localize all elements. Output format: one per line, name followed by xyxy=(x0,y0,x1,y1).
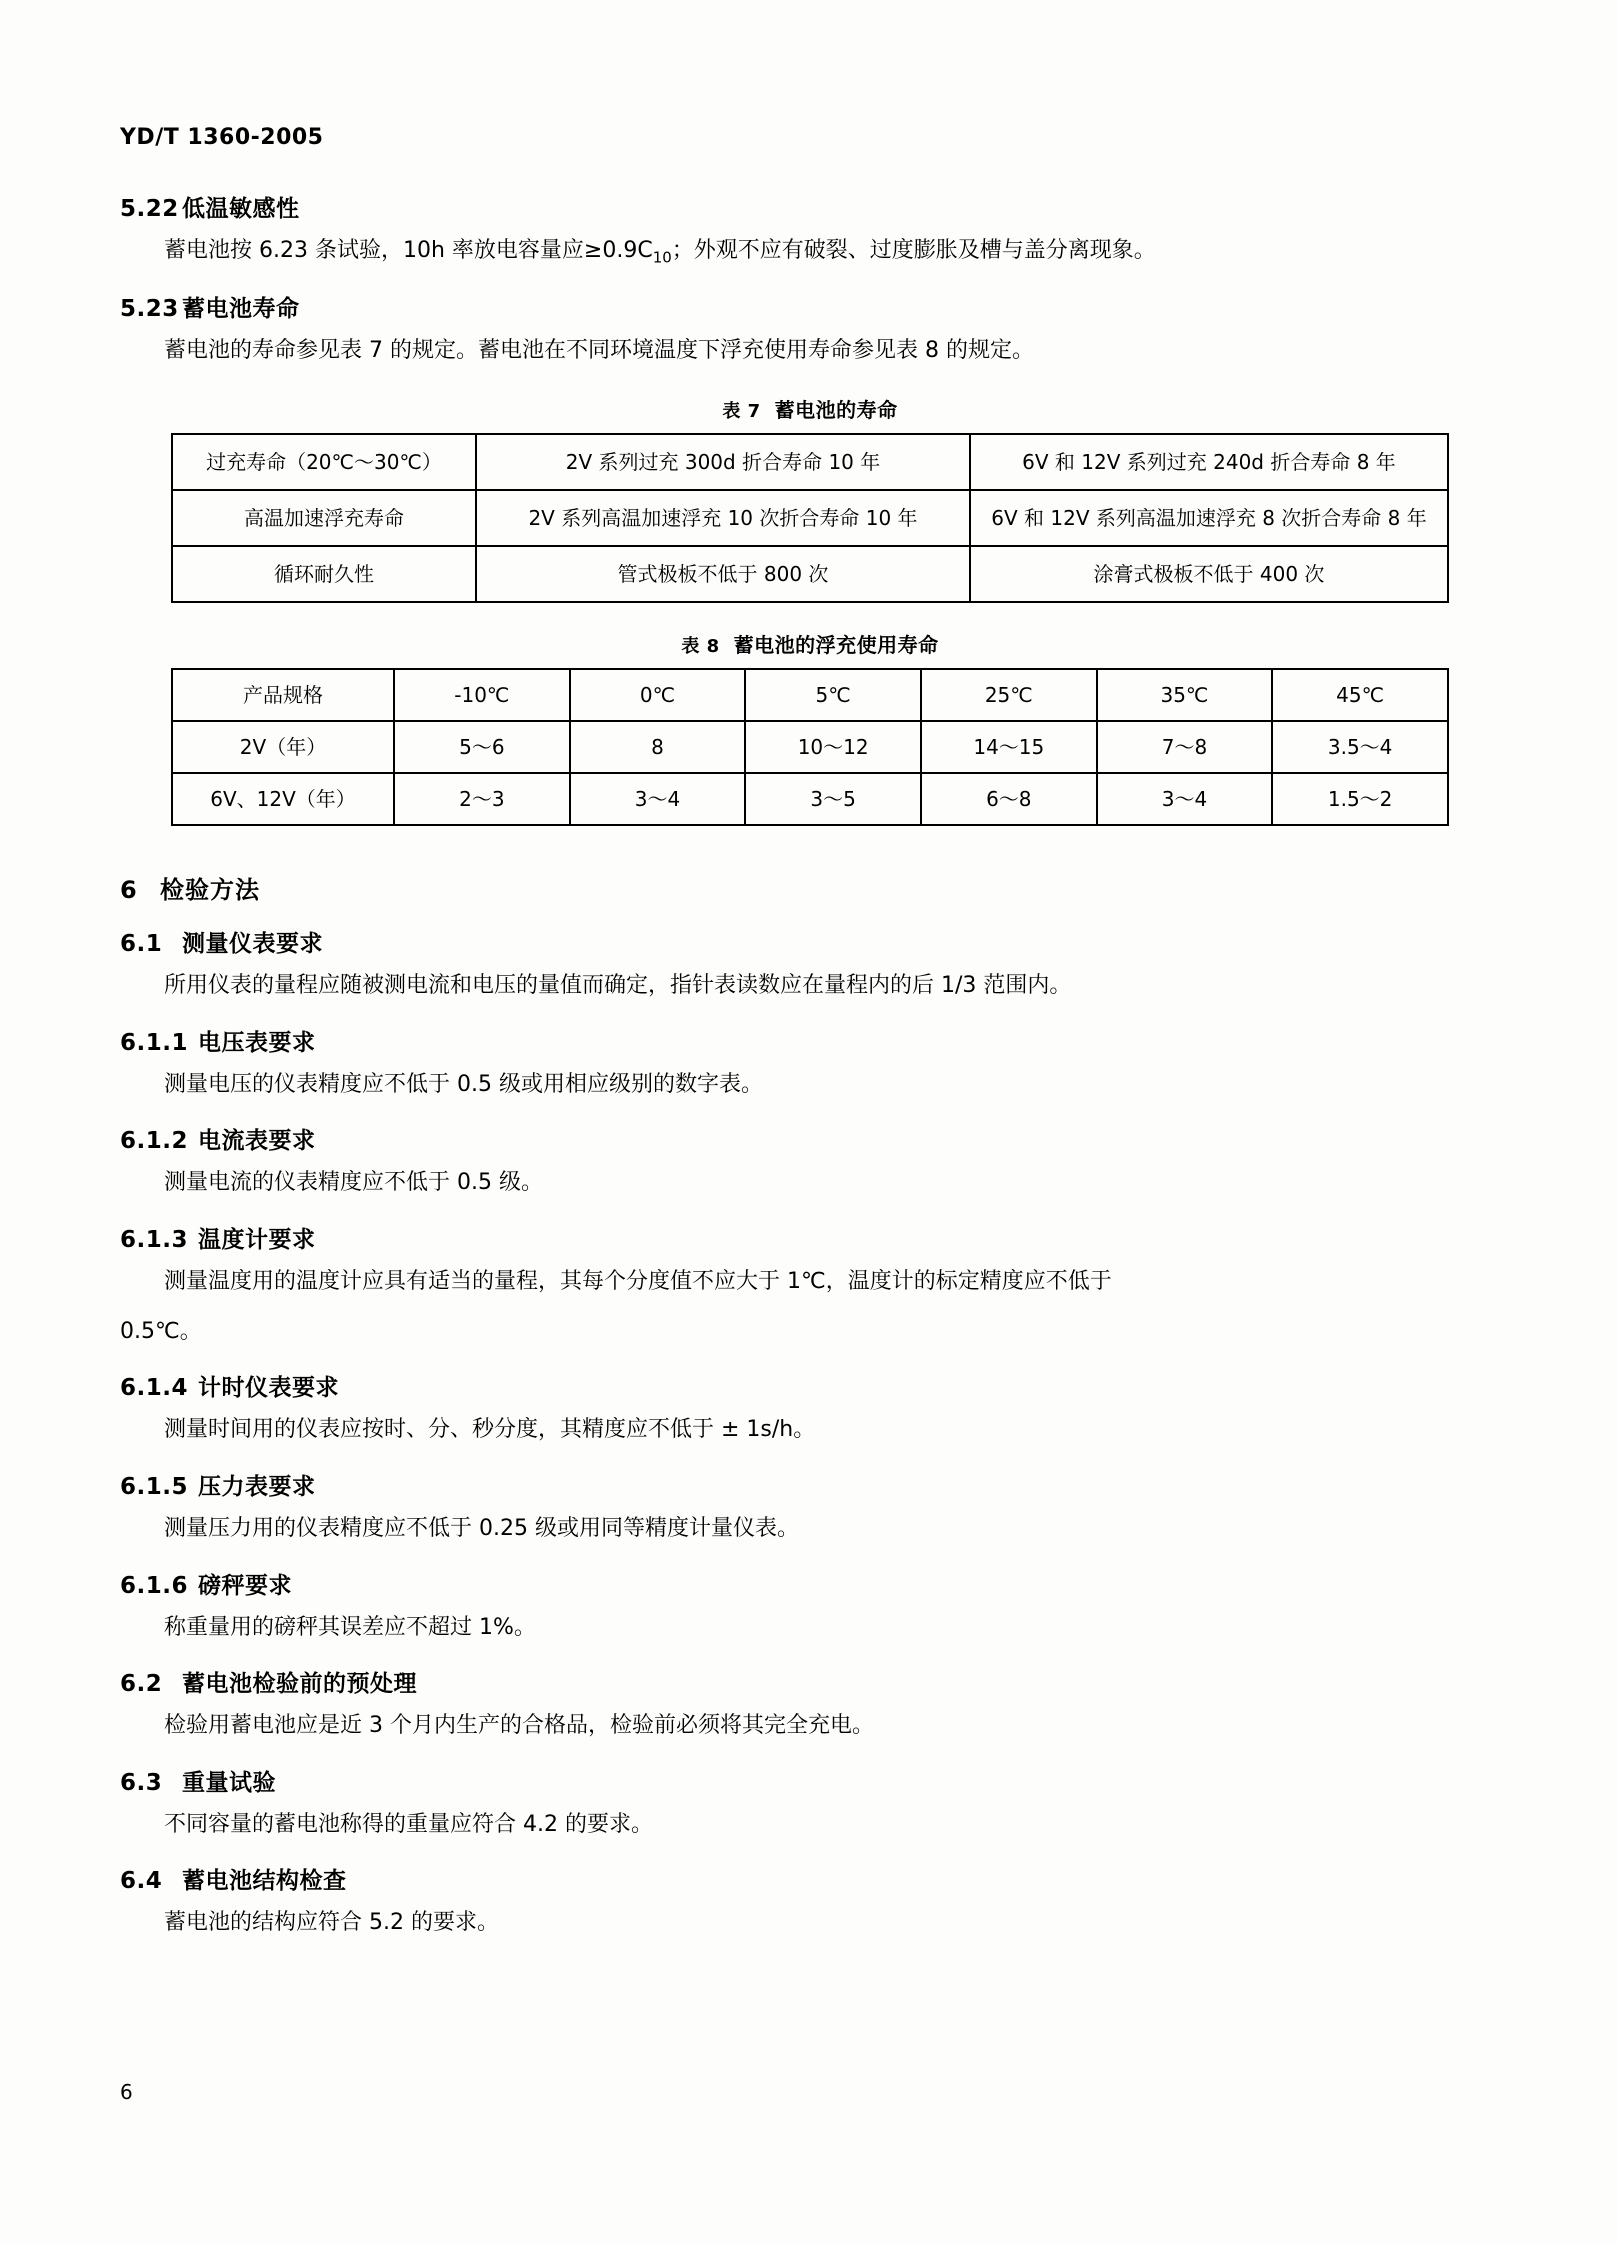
heading-5-23 xyxy=(120,290,1500,323)
table-row xyxy=(172,490,1448,546)
heading-5-22-number: 5.22 xyxy=(120,196,179,222)
para-6-4: 蓄电池的结构应符合 5.2 的要求。 xyxy=(164,1910,499,1936)
heading-6-1-4-number: 6.1.4 xyxy=(120,1375,188,1402)
heading-5-22 xyxy=(120,190,1500,223)
table8-cell-r1c5: 3～4 xyxy=(1097,773,1273,825)
heading-6-1-3-title: 温度计要求 xyxy=(198,1227,316,1254)
heading-6-1-6 xyxy=(120,1567,1500,1600)
heading-5-22-title: 低温敏感性 xyxy=(182,196,300,222)
table8-cell-r0c6: 3.5～4 xyxy=(1272,721,1448,773)
para-6-1-2: 测量电流的仪表精度应不低于 0.5 级。 xyxy=(164,1170,543,1196)
table8-cell-r1c1: 2～3 xyxy=(394,773,570,825)
standard-id: YD/T 1360-2005 xyxy=(120,125,324,150)
table-row xyxy=(172,434,1448,490)
chapter-6-number: 6 xyxy=(120,876,138,905)
table8-header-3: 5℃ xyxy=(745,669,921,721)
heading-6-1-4-title: 计时仪表要求 xyxy=(198,1375,339,1402)
heading-6-1-3-number: 6.1.3 xyxy=(120,1227,188,1254)
heading-6-1-5-title: 压力表要求 xyxy=(198,1473,316,1500)
chapter-6-title: 检验方法 xyxy=(160,876,260,905)
table8-cell-r1c6: 1.5～2 xyxy=(1272,773,1448,825)
para-6-1-4: 测量时间用的仪表应按时、分、秒分度，其精度应不低于 ± 1s/h。 xyxy=(164,1417,816,1443)
heading-6-3-number: 6.3 xyxy=(120,1769,163,1796)
heading-6-1-1 xyxy=(120,1024,1500,1057)
heading-6-2-number: 6.2 xyxy=(120,1671,163,1698)
heading-6-1-6-number: 6.1.6 xyxy=(120,1572,188,1599)
table8-header-4: 25℃ xyxy=(921,669,1097,721)
table7-cell-r2c2: 涂膏式极板不低于 400 次 xyxy=(970,546,1448,602)
heading-6-3 xyxy=(120,1764,1500,1797)
heading-6-1-2 xyxy=(120,1122,1500,1155)
table7 xyxy=(171,433,1449,603)
table7-title: 蓄电池的寿命 xyxy=(774,398,898,423)
table7-cell-r1c1: 2V 系列高温加速浮充 10 次折合寿命 10 年 xyxy=(476,490,970,546)
table8-cell-r1c2: 3～4 xyxy=(570,773,746,825)
table8-title: 蓄电池的浮充使用寿命 xyxy=(733,633,939,658)
heading-5-23-number: 5.23 xyxy=(120,295,179,322)
heading-5-23-title: 蓄电池寿命 xyxy=(182,295,300,322)
table8-header-2: 0℃ xyxy=(570,669,746,721)
table8-cell-r0c1: 5～6 xyxy=(394,721,570,773)
heading-6-1-5 xyxy=(120,1468,1500,1501)
table8-header-0: 产品规格 xyxy=(172,669,394,721)
heading-6-2 xyxy=(120,1665,1500,1698)
table8-caption xyxy=(120,629,1500,658)
para-6-1-6: 称重量用的磅秤其误差应不超过 1%。 xyxy=(164,1614,536,1640)
table-header-row xyxy=(172,669,1448,721)
heading-6-1-4 xyxy=(120,1369,1500,1402)
para-6-1-5: 测量压力用的仪表精度应不低于 0.25 级或用同等精度计量仪表。 xyxy=(164,1515,799,1541)
heading-chapter-6 xyxy=(120,870,1500,905)
para-6-1-3: 测量温度用的温度计应具有适当的量程，其每个分度值不应大于 1℃，温度计的标定精度应不低于 xyxy=(164,1269,1112,1295)
table8-cell-r0c5: 7～8 xyxy=(1097,721,1273,773)
table8-cell-r0c4: 14～15 xyxy=(921,721,1097,773)
heading-6-1 xyxy=(120,925,1500,958)
heading-6-1-number: 6.1 xyxy=(120,931,163,958)
para-6-3: 不同容量的蓄电池称得的重量应符合 4.2 的要求。 xyxy=(164,1811,653,1837)
table8-cell-r0c3: 10～12 xyxy=(745,721,921,773)
table7-cell-r2c1: 管式极板不低于 800 次 xyxy=(476,546,970,602)
table8-cell-r1c0: 6V、12V（年） xyxy=(172,773,394,825)
table8 xyxy=(171,668,1449,826)
para-6-1-1: 测量电压的仪表精度应不低于 0.5 级或用相应级别的数字表。 xyxy=(164,1071,763,1097)
heading-6-2-title: 蓄电池检验前的预处理 xyxy=(182,1671,417,1698)
heading-6-1-2-title: 电流表要求 xyxy=(198,1128,316,1155)
heading-6-1-6-title: 磅秤要求 xyxy=(198,1572,292,1599)
para-5-22: 蓄电池按 6.23 条试验，10h 率放电容量应$\ge 0.9C_{10}$；外观不应有破裂、过度膨胀及槽与盖分离现象。 xyxy=(164,238,1156,267)
page-content xyxy=(120,125,1500,1955)
table7-label: 表 7 xyxy=(722,401,761,423)
table8-cell-r1c4: 6～8 xyxy=(921,773,1097,825)
table-row xyxy=(172,546,1448,602)
heading-6-1-1-title: 电压表要求 xyxy=(198,1029,316,1056)
table7-cell-r0c0: 过充寿命（20℃～30℃） xyxy=(172,434,476,490)
table8-header-6: 45℃ xyxy=(1272,669,1448,721)
table8-cell-r0c0: 2V（年） xyxy=(172,721,394,773)
table8-header-1: -10℃ xyxy=(394,669,570,721)
table7-cell-r2c0: 循环耐久性 xyxy=(172,546,476,602)
heading-6-1-3 xyxy=(120,1221,1500,1254)
table7-cell-r1c0: 高温加速浮充寿命 xyxy=(172,490,476,546)
heading-6-1-2-number: 6.1.2 xyxy=(120,1128,188,1155)
heading-6-1-5-number: 6.1.5 xyxy=(120,1473,188,1500)
page-number: 6 xyxy=(120,2080,133,2104)
para-6-2: 检验用蓄电池应是近 3 个月内生产的合格品，检验前必须将其完全充电。 xyxy=(164,1713,874,1739)
table8-label: 表 8 xyxy=(681,636,720,658)
table7-cell-r0c2: 6V 和 12V 系列过充 240d 折合寿命 8 年 xyxy=(970,434,1448,490)
table-row xyxy=(172,721,1448,773)
heading-6-1-1-number: 6.1.1 xyxy=(120,1029,188,1056)
table7-cell-r0c1: 2V 系列过充 300d 折合寿命 10 年 xyxy=(476,434,970,490)
heading-6-3-title: 重量试验 xyxy=(182,1769,276,1796)
heading-6-1-title: 测量仪表要求 xyxy=(182,931,323,958)
table8-cell-r1c3: 3～5 xyxy=(745,773,921,825)
heading-6-4-title: 蓄电池结构检查 xyxy=(182,1868,347,1895)
table-row xyxy=(172,773,1448,825)
para-5-23: 蓄电池的寿命参见表 7 的规定。蓄电池在不同环境温度下浮充使用寿命参见表 8 的规定。 xyxy=(164,337,1034,363)
table8-header-5: 35℃ xyxy=(1097,669,1273,721)
heading-6-4 xyxy=(120,1862,1500,1895)
table7-cell-r1c2: 6V 和 12V 系列高温加速浮充 8 次折合寿命 8 年 xyxy=(970,490,1448,546)
table8-cell-r0c2: 8 xyxy=(570,721,746,773)
para-6-1-3-cont: 0.5℃。 xyxy=(120,1318,202,1344)
para-6-1: 所用仪表的量程应随被测电流和电压的量值而确定，指针表读数应在量程内的后 1/3 范围内。 xyxy=(164,973,1072,999)
heading-6-4-number: 6.4 xyxy=(120,1868,163,1895)
table7-caption xyxy=(120,394,1500,423)
